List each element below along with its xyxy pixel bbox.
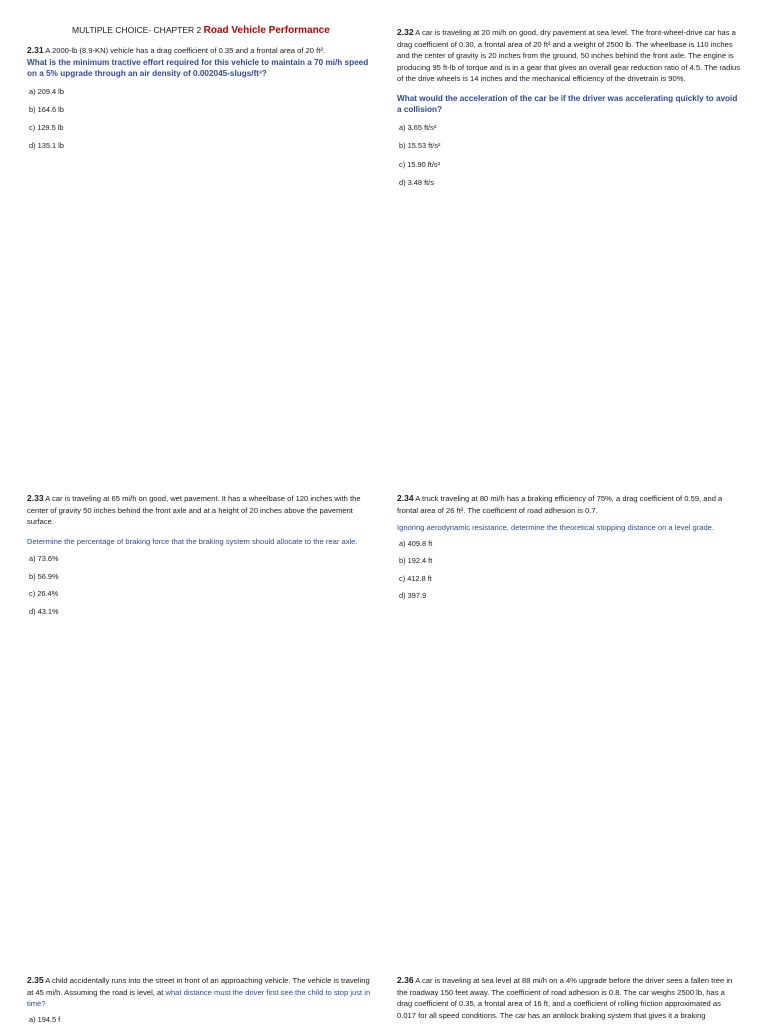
question-stem (27, 493, 372, 528)
question-text: A car is traveling at sea level at 88 mi/h on a 4% upgrade before the driver sees a fallen tree in the roadway 150 feet away. The coefficient of road adhesion is 0.8. The car weighs 2500 lb, has a drag coefficient of 0.35, a frontal area of 16 ft, and a coefficient of rolling friction approximated as 0.017 for all speed conditions. The car has an antilock braking system that gives it a braking (397, 976, 732, 1020)
question-2-34 (397, 493, 742, 608)
answer-option-c[interactable]: c) 26.4% (27, 588, 372, 606)
title-prefix: MULTIPLE CHOICE- CHAPTER 2 (72, 25, 201, 35)
question-text: A car is traveling at 20 mi/h on good, dry pavement at sea level. The front-wheel-drive car has a drag coefficient of 0.30, a frontal area of 20 ft² and a weight of 2500 lb. The wheelbase is 110 inches and the center of gravity is 20 inches from the ground, 50 inches behind the front axle. The engine is producing 95 ft-lb of torque and is in a gear that gives an overall gear reduction ratio of 4.5. The radius of the drive wheels is 14 inches and the mechanical efficiency of the drivetrain is 90%. (397, 28, 740, 83)
question-number: 2.31 (27, 45, 44, 55)
question-stem (27, 45, 372, 57)
answer-options (397, 538, 742, 608)
question-stem (397, 27, 742, 85)
question-2-33 (27, 493, 372, 623)
answer-option-d[interactable]: d) 43.1% (27, 606, 372, 624)
question-number: 2.32 (397, 27, 414, 37)
question-prompt: what distance must the driver first see the child to stop just in time? (27, 988, 370, 1009)
answer-options (397, 122, 742, 196)
question-stem (397, 493, 742, 516)
question-prompt: Ignoring aerodynamic resistance, determine the theoretical stopping distance on a level grade. (397, 522, 742, 534)
title-highlight: Road Vehicle Performance (204, 25, 330, 36)
question-text: A child accidentally runs into the street in front of an approaching vehicle. The vehicle is traveling at 45 mi/h. Assuming the road is level, at (27, 976, 370, 997)
question-2-35 (27, 975, 372, 1025)
question-number: 2.33 (27, 493, 44, 503)
question-prompt: What is the minimum tractive effort required for this vehicle to maintain a 70 mi/h speed on a 5% upgrade through an air density of 0.002045-slugs/ft³? (27, 57, 372, 80)
answer-option-a[interactable]: a) 194.5 f (27, 1014, 372, 1025)
question-stem (27, 975, 372, 1010)
page-title (72, 25, 330, 36)
answer-option-d[interactable]: d) 397.9 (397, 590, 742, 608)
answer-option-d[interactable]: d) 3.48 ft/s (397, 177, 742, 196)
question-2-32 (397, 27, 742, 196)
answer-option-d[interactable]: d) 135.1 lb (27, 140, 372, 158)
answer-option-a[interactable]: a) 409.8 ft (397, 538, 742, 556)
answer-option-a[interactable]: a) 73.6% (27, 553, 372, 571)
answer-options (27, 1014, 372, 1025)
question-number: 2.34 (397, 493, 414, 503)
question-number: 2.35 (27, 975, 44, 985)
question-stem (397, 975, 742, 1021)
question-text: A car is traveling at 65 mi/h on good, wet pavement. It has a wheelbase of 120 inches with the center of gravity 50 inches behind the front axle and at a height of 20 inches above the pavement surface. (27, 494, 361, 526)
answer-option-b[interactable]: b) 164.6 lb (27, 104, 372, 122)
question-2-31 (27, 45, 372, 158)
question-prompt: Determine the percentage of braking force that the braking system should allocate to the rear axle. (27, 536, 372, 548)
answer-options (27, 86, 372, 158)
question-prompt: What would the acceleration of the car be if the driver was accelerating quickly to avoid a collision? (397, 93, 742, 116)
answer-options (27, 553, 372, 623)
answer-option-c[interactable]: c) 412.8 ft (397, 573, 742, 591)
answer-option-c[interactable]: c) 15.90 ft/s² (397, 159, 742, 178)
answer-option-b[interactable]: b) 15.53 ft/s² (397, 140, 742, 159)
question-text: A truck traveling at 80 mi/h has a braking efficiency of 75%, a drag coefficient of 0.59, and a frontal area of 26 ft². The coefficient of road adhesion is 0.7. (397, 494, 722, 515)
answer-option-a[interactable]: a) 3.65 ft/s² (397, 122, 742, 141)
question-2-36 (397, 975, 742, 1021)
answer-option-b[interactable]: b) 56.9% (27, 571, 372, 589)
question-text: A 2000-lb (8.9-KN) vehicle has a drag coefficient of 0.35 and a frontal area of 20 ft². (45, 46, 325, 55)
answer-option-b[interactable]: b) 192.4 ft (397, 555, 742, 573)
answer-option-a[interactable]: a) 209.4 lb (27, 86, 372, 104)
answer-option-c[interactable]: c) 129.5 lb (27, 122, 372, 140)
question-number: 2.36 (397, 975, 414, 985)
